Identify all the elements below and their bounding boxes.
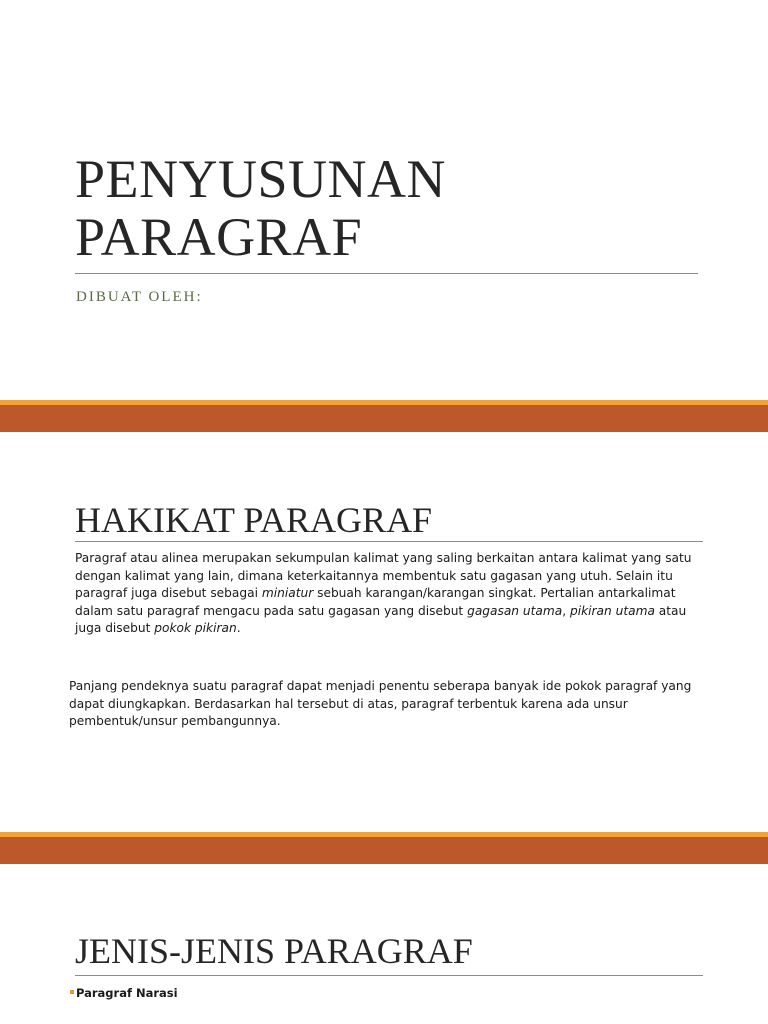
length-paragraph: Panjang pendeknya suatu paragraf dapat menjadi penentu seberapa banyak ide pokok paragraf yang dapat diungkapkan. Berdasarkan hal tersebut di atas, paragraf terbentuk karena ada unsur pembentuk/unsur pembangunnya. bbox=[69, 679, 692, 729]
text-segment: atau juga disebut bbox=[75, 603, 687, 636]
author-subtitle: DIBUAT OLEH: bbox=[76, 289, 203, 305]
slide-separator bbox=[0, 400, 768, 432]
title-line-2: PARAGRAF bbox=[75, 207, 363, 267]
heading-divider bbox=[75, 541, 703, 542]
emphasis-term: pikiran utama bbox=[569, 603, 655, 618]
text-segment: , bbox=[562, 603, 570, 618]
definition-paragraph bbox=[75, 550, 715, 638]
separator-accent-strip bbox=[0, 400, 768, 405]
presentation-title bbox=[75, 150, 715, 266]
emphasis-term: pokok pikiran bbox=[154, 621, 237, 636]
title-line-1: PENYUSUNAN bbox=[75, 149, 447, 209]
list-item-label: Paragraf Narasi bbox=[76, 986, 178, 1000]
bullet-square-icon bbox=[70, 990, 74, 994]
emphasis-term: miniatur bbox=[261, 586, 314, 601]
list-item bbox=[70, 986, 178, 1000]
hakikat-slide bbox=[0, 432, 768, 832]
separator-accent-strip bbox=[0, 832, 768, 837]
slide-heading: HAKIKAT PARAGRAF bbox=[75, 500, 433, 540]
text-segment: Paragraf atau alinea merupakan sekumpulan kalimat yang saling berkaitan antara kalimat yang satu dengan kalimat yang lain, dimana keterkaitannya membentuk satu gagasan yang utuh. Selain itu paragraf juga disebut sebagai bbox=[75, 551, 692, 601]
emphasis-term: gagasan utama bbox=[467, 603, 563, 618]
text-segment: . bbox=[236, 621, 241, 636]
text-segment: sebuah karangan/karangan singkat. Pertalian antarkalimat dalam satu paragraf mengacu pada satu gagasan yang disebut bbox=[75, 586, 676, 618]
slide-heading: JENIS-JENIS PARAGRAF bbox=[75, 931, 473, 971]
heading-divider bbox=[75, 975, 703, 976]
slide-separator bbox=[0, 832, 768, 864]
title-divider bbox=[75, 273, 698, 274]
jenis-slide bbox=[0, 864, 768, 1024]
title-slide bbox=[0, 0, 768, 400]
